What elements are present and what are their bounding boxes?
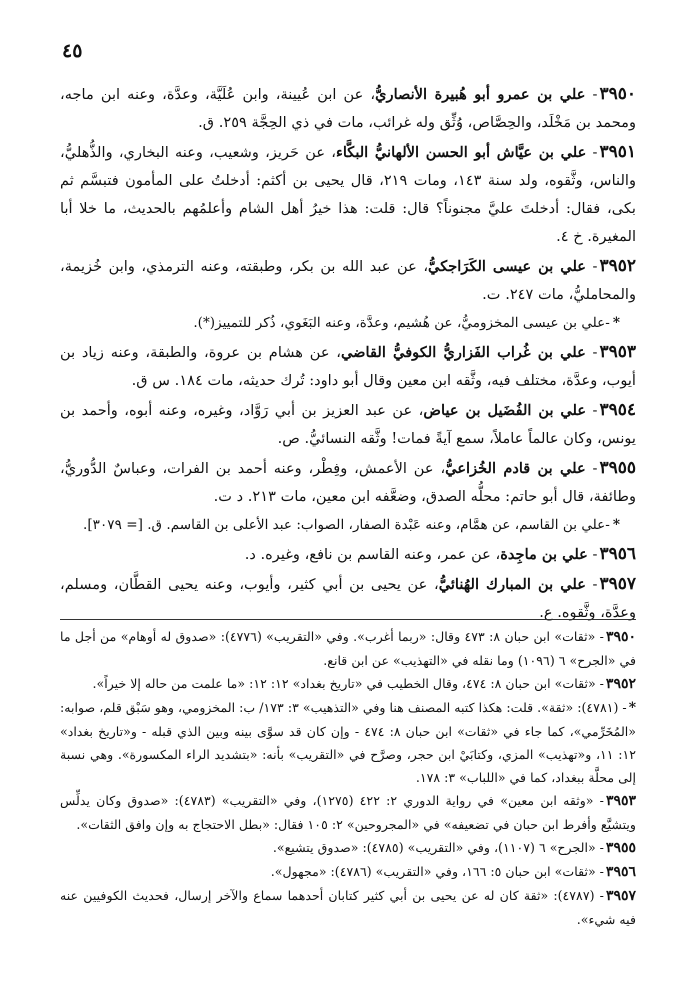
footnote-number: ٣٩٥٠ — [605, 629, 637, 645]
footnote-text: - «ثقات» ابن حبان ٨: ٤٧٤، وقال الخطيب في «تاريخ بغداد» ١٢: ١٢: «ما علمت من حاله إلا خيراً». — [92, 676, 604, 691]
entry-text: ، عن هُشيم، وعدَّة، وعنه البَغَوي، ذُكر للتمييز(*). — [193, 315, 462, 331]
footnote — [60, 836, 636, 860]
footnotes-section — [60, 625, 636, 931]
biography-entry: ٣٩٥٢- علي بن عيسى الكَرَاجكيُّ، عن عبد الله بن بكر، وطبقته، وعنه الترمذي، وابن خُزيمة، والمحامليُّ، مات ٢٤٧. ت. — [60, 256, 636, 303]
footnote-number: * — [628, 700, 637, 716]
entry-name: علي بن المبارك الهُنائيُّ — [438, 576, 586, 593]
biography-entry: ٣٩٥٧- علي بن المبارك الهُنائيُّ، عن يحيى بن أبي كثير، وأيوب، وعنه يحيى القطَّان، ومسلم، وعدَّة، وثَّقوه. ع. — [60, 574, 636, 621]
entry-text: ، عن الأعمش، وفِطْر، وعنه أحمد بن الفرات، وعباسٌ الدُّوريُّ، وطائفة، قال أبو حاتم: محلُّه الصدق، وضعَّفه ابن معين، مات ٢١٣. د ت. — [60, 460, 636, 505]
entry-text: ، عن حَريز، وشعيب، وعنه البخاري، والذُّهليُّ، والناس، وثَّقوه، ولد سنة ١٤٣، ومات ٢١٩، قال يحيى بن أكثم: أدخلتُ على المأمون فتبسَّم ثم بكى، فقال: أدخلتَ عليَّ مجنوناً؟ قال: قلت: هذا خيرُ أهل الشام وأعلمُهم بالحديث، ما خلا أبا المغيرة. خ ٤. — [60, 144, 636, 245]
biography-entry: ٣٩٥٤- علي بن الفُضَيل بن عياض، عن عبد العزيز بن أبي رَوَّاد، وغيره، وعنه أبوه، وأحمد بن يونس، وكان عالماً عاملاً، سمع آيةً فمات! وثَّقه النسائيُّ. ص. — [60, 400, 636, 447]
entry-number: ٣٩٥٠ — [599, 84, 636, 104]
entry-name: علي بن عيسى المخزوميُّ — [461, 315, 606, 331]
entry-number: ٣٩٥٦ — [599, 544, 636, 564]
footnote-text: - «وثقه ابن معين» في رواية الدوري ٢: ٤٢٢ (١٢٧٥)، وفي «التقريب» (٤٧٨٣): «صدوق وكان يدلِّس ويتشيَّع وأفرط ابن حبان في تضعيفه» في «المجروحين» ٢: ١٠٥ فقال: «بطل الاحتجاج به وإن وافق الثقات». — [60, 793, 636, 832]
entry-number: ٣٩٥٤ — [599, 400, 636, 420]
entry-text: ، عن همَّام، وعنه عَبْدة الصفار، الصواب: عبد الأعلى بن القاسم. ق. [= ٣٠٧٩]. — [83, 517, 520, 533]
entry-number: ٣٩٥١ — [599, 142, 636, 162]
entry-name: علي بن قادم الخُزاعيُّ — [445, 460, 586, 477]
page-number: ٤٥ — [62, 40, 83, 62]
footnote-number: ٣٩٥٢ — [605, 676, 636, 692]
distinction-entry: *-علي بن القاسم، عن همَّام، وعنه عَبْدة الصفار، الصواب: عبد الأعلى بن القاسم. ق. [= ٣٠٧٩]. — [83, 517, 620, 533]
footnote-number: ٣٩٥٣ — [605, 793, 637, 809]
footnote — [60, 696, 636, 789]
biography-entry: ٣٩٥٦- علي بن ماجِدة، عن عمر، وعنه القاسم بن نافع، وغيره. د. — [244, 544, 636, 564]
entry-number: ٣٩٥٣ — [599, 342, 636, 362]
entry-text: ، عن عبد العزيز بن أبي رَوَّاد، وغيره، وعنه أبوه، وأحمد بن يونس، وكان عالماً عاملاً، سمع آيةً فمات! وثَّقه النسائيُّ. ص. — [60, 402, 636, 447]
footnote — [60, 860, 636, 884]
entry-name: علي بن الفُضَيل بن عياض — [423, 402, 587, 419]
footnote-number: ٣٩٥٥ — [605, 840, 636, 856]
footnote-text: - «ثقات» ابن حبان ٥: ١٦٦، وفي «التقريب» (٤٧٨٦): «مجهول». — [270, 864, 604, 879]
entry-name: علي بن غُراب الفَزاريُّ الكوفيُّ القاضي — [340, 344, 586, 361]
entry-text: ، عن يحيى بن أبي كثير، وأيوب، وعنه يحيى القطَّان، ومسلم، وعدَّة، وثَّقوه. ع. — [60, 576, 636, 621]
footnote-number: ٣٩٥٧ — [605, 888, 637, 904]
footnote — [60, 789, 636, 836]
entry-number: ٣٩٥٥ — [599, 458, 636, 478]
entry-number: ٣٩٥٧ — [599, 574, 636, 594]
footnote — [60, 884, 636, 931]
entry-name: علي بن عيسى الكَرَاجكيُّ — [428, 258, 587, 275]
biography-entry: ٣٩٥٠- علي بن عمرو أبو هُبيرة الأنصاريُّ، عن ابن عُيينة، وابن عُلَيَّة، وعدَّة، وعنه ابن ماجه، ومحمد بن مَخْلَد، والحِصَّاص، وُثِّق وله غرائب، مات في ذي الحِجَّة ٢٥٩. ق. — [60, 84, 636, 131]
biography-entry: ٣٩٥٥- علي بن قادم الخُزاعيُّ، عن الأعمش، وفِطْر، وعنه أحمد بن الفرات، وعباسٌ الدُّوريُّ، وطائفة، قال أبو حاتم: محلُّه الصدق، وضعَّفه ابن معين، مات ٢١٣. د ت. — [60, 458, 636, 505]
entry-number: ٣٩٥٢ — [599, 256, 636, 276]
star-marker: * — [612, 517, 620, 533]
footnote — [60, 625, 636, 672]
footnote-number: ٣٩٥٦ — [605, 864, 636, 880]
footnote-text: - (٤٧٨٧): «ثقة كان له عن يحيى بن أبي كثير كتابان أحدهما سماع والآخر إرسال، فحديث الكوفيين عنه فيه شيء». — [60, 888, 636, 927]
entry-name: علي بن عيَّاش أبو الحسن الألهانيُّ البكَّاء — [335, 144, 587, 161]
entries-section — [60, 80, 636, 628]
entry-text: ، عن هشام بن عروة، والطبقة، وعنه زياد بن أيوب، وعدَّة، مختلف فيه، وثَّقه ابن معين وقال أبو داود: تُرك حديثه، مات ١٨٤. س ق. — [60, 344, 636, 389]
entry-name: علي بن عمرو أبو هُبيرة الأنصاريُّ — [375, 86, 586, 103]
distinction-entry: *-علي بن عيسى المخزوميُّ، عن هُشيم، وعدَّة، وعنه البَغَوي، ذُكر للتمييز(*). — [193, 315, 620, 331]
footnote-text: - «ثقات» ابن حبان ٨: ٤٧٣ وقال: «ربما أغرب». وفي «التقريب» (٤٧٧٦): «صدوق له أوهام» من أجل ما في «الجرح» ٦ (١٠٩٦) وما نقله في «التهذيب» عن ابن قانع. — [60, 629, 636, 668]
footnote-text: - «الجرح» ٦ (١١٠٧)، وفي «التقريب» (٤٧٨٥): «صدوق يتشيع». — [272, 840, 604, 855]
footnote-text: - (٤٧٨١): «ثقة». قلت: هكذا كتبه المصنف هنا وفي «التذهيب» ٣: ١٧٣/ ب: المخزومي، وهو سَبْق قلم، صوابه: «المُخَرِّمي»، كما جاء في «ثقات» ابن حبان ٨: ٤٧٤ - وإن كان قد سوَّى بينه وبين الذي قبله - و«تاريخ بغداد» ١٢: ١١، و«تهذيب» المزي، وكتابَيْ ابن حجر، وصرَّح في «التقريب» بأنه: «بتشديد الراء المكسورة». وهي نسبة إلى محلَّة ببغداد، كما في «اللباب» ٣: ١٧٨. — [60, 700, 636, 785]
entry-name: علي بن ماجِدة — [500, 546, 588, 563]
entry-text: ، عن عبد الله بن بكر، وطبقته، وعنه الترمذي، وابن خُزيمة، والمحامليُّ، مات ٢٤٧. ت. — [60, 258, 636, 303]
biography-entry: ٣٩٥١- علي بن عيَّاش أبو الحسن الألهانيُّ البكَّاء، عن حَريز، وشعيب، وعنه البخاري، والذُّهليُّ، والناس، وثَّقوه، ولد سنة ١٤٣، ومات ٢١٩، قال يحيى بن أكثم: أدخلتُ على المأمون فتبسَّم ثم بكى، فقال: أدخلتَ عليَّ مجنوناً؟ قال: قلت: هذا خيرُ أهل الشام وأعلمُهم بالحديث، ما خلا أبا المغيرة. خ ٤. — [60, 142, 636, 245]
biography-entry: ٣٩٥٣- علي بن غُراب الفَزاريُّ الكوفيُّ القاضي، عن هشام بن عروة، والطبقة، وعنه زياد بن أيوب، وعدَّة، مختلف فيه، وثَّقه ابن معين وقال أبو داود: تُرك حديثه، مات ١٨٤. س ق. — [60, 342, 636, 389]
entry-text: ، عن ابن عُيينة، وابن عُلَيَّة، وعدَّة، وعنه ابن ماجه، ومحمد بن مَخْلَد، والحِصَّاص، وُثِّق وله غرائب، مات في ذي الحِجَّة ٢٥٩. ق. — [60, 86, 636, 131]
star-marker: * — [612, 315, 620, 331]
footnote-divider — [60, 619, 636, 620]
footnote — [60, 672, 636, 696]
entry-name: علي بن القاسم — [519, 517, 606, 533]
entry-text: ، عن عمر، وعنه القاسم بن نافع، وغيره. د. — [244, 546, 501, 563]
